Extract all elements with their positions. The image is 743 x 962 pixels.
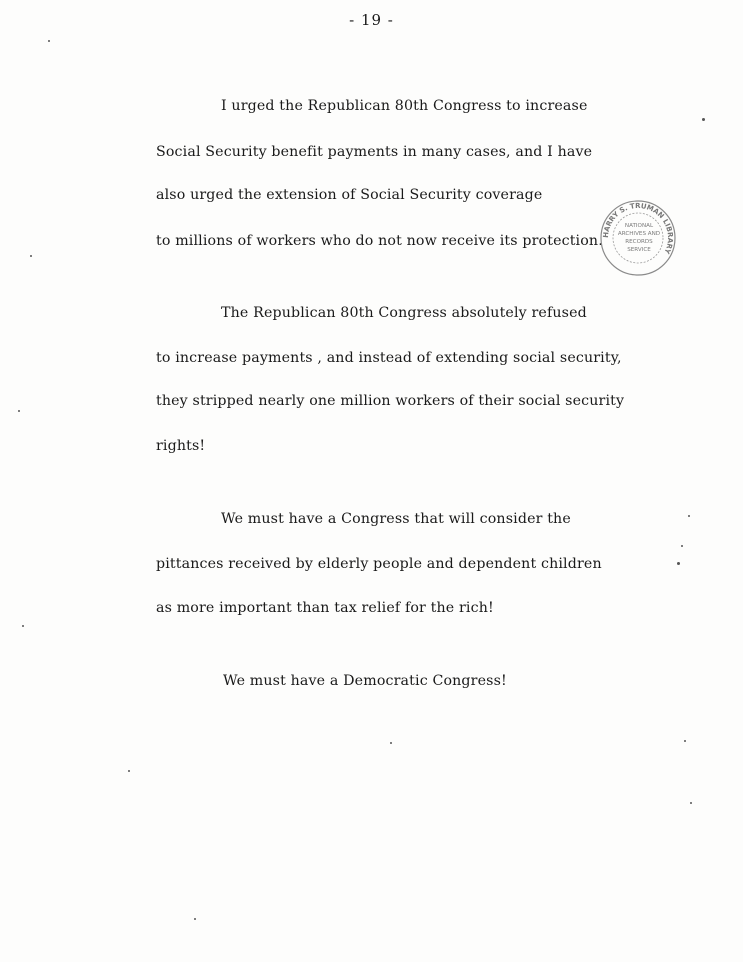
scan-speck bbox=[390, 742, 392, 744]
stamp-line-3: RECORDS bbox=[625, 239, 653, 245]
paragraph-2-line-1: The Republican 80th Congress absolutely refused bbox=[221, 305, 587, 321]
scan-speck bbox=[677, 562, 680, 565]
paragraph-2-line-3: they stripped nearly one million workers of their social security bbox=[156, 393, 625, 409]
scan-speck bbox=[18, 410, 20, 412]
paragraph-4-line-1: We must have a Democratic Congress! bbox=[223, 673, 507, 689]
stamp-line-4: SERVICE bbox=[627, 247, 651, 253]
paragraph-3-line-1: We must have a Congress that will consider the bbox=[221, 511, 571, 527]
paragraph-1-line-2: Social Security benefit payments in many cases, and I have bbox=[156, 144, 593, 160]
scan-speck bbox=[30, 255, 32, 257]
scan-speck bbox=[48, 40, 50, 42]
scan-speck bbox=[681, 545, 683, 547]
stamp-line-1: NATIONAL bbox=[624, 223, 654, 229]
archives-stamp-icon bbox=[599, 199, 677, 277]
scan-speck bbox=[688, 515, 690, 517]
scan-speck bbox=[690, 802, 692, 804]
stamp-line-2: ARCHIVES AND bbox=[617, 231, 661, 237]
stamp-ring-text: HARRY S. TRUMAN LIBRARY bbox=[601, 201, 675, 255]
paragraph-2-line-4: rights! bbox=[156, 438, 206, 454]
scan-speck bbox=[702, 118, 705, 121]
scan-speck bbox=[684, 740, 686, 742]
paragraph-1-line-4: to millions of workers who do not now receive its protection. bbox=[156, 233, 603, 249]
paragraph-1-line-1: I urged the Republican 80th Congress to increase bbox=[221, 98, 588, 114]
scan-speck bbox=[22, 625, 24, 627]
scan-speck bbox=[128, 770, 130, 772]
page-number: - 19 - bbox=[349, 11, 394, 29]
paragraph-1-line-3: also urged the extension of Social Security coverage bbox=[156, 187, 543, 203]
scan-speck bbox=[194, 918, 196, 920]
paragraph-2-line-2: to increase payments , and instead of extending social security, bbox=[156, 350, 622, 366]
paragraph-3-line-2: pittances received by elderly people and dependent children bbox=[156, 556, 602, 572]
paragraph-3-line-3: as more important than tax relief for the rich! bbox=[156, 600, 494, 616]
